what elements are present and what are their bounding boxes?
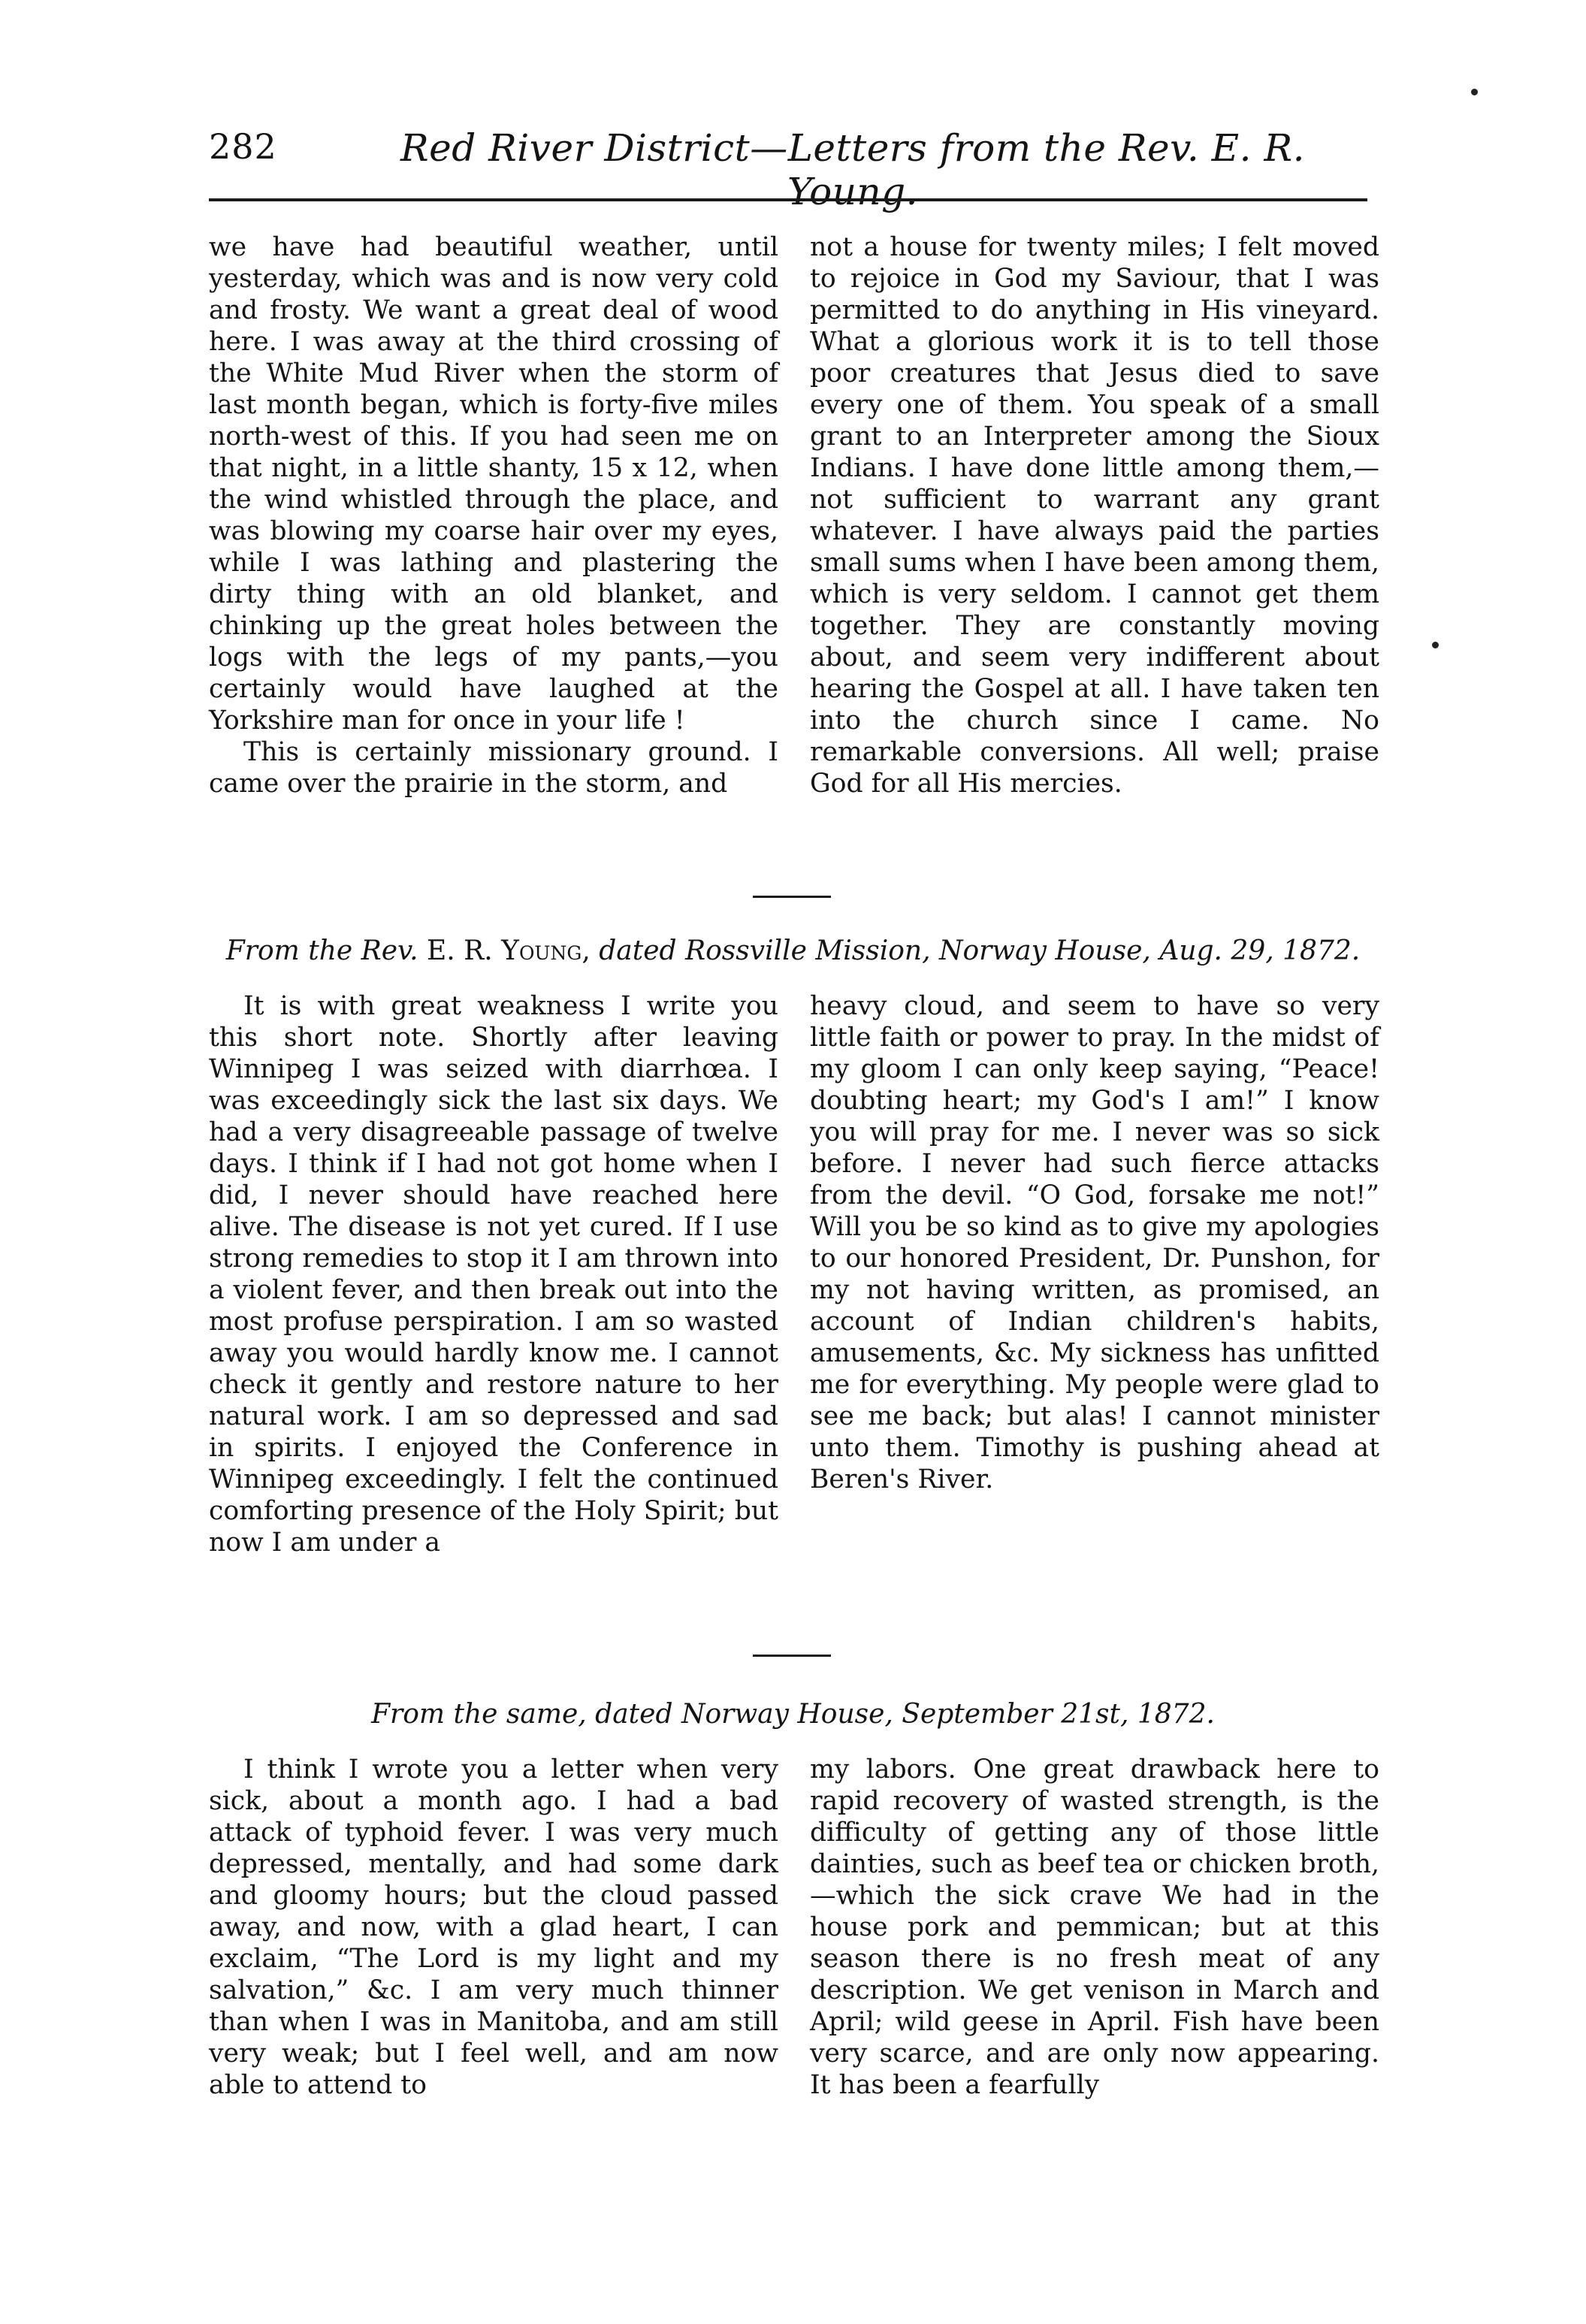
dateline-prefix: From the Rev. bbox=[225, 935, 418, 966]
scan-speck bbox=[1471, 89, 1478, 95]
dateline-name: E. R. Young, bbox=[427, 935, 591, 966]
letter-dateline: From the same, dated Norway House, September 21st, 1872. bbox=[371, 1699, 1215, 1730]
section1-left-column bbox=[209, 231, 778, 799]
header-rule bbox=[209, 198, 1367, 201]
section3-right-column bbox=[810, 1754, 1379, 2101]
section2-left-column bbox=[209, 990, 778, 1558]
section1-right-column bbox=[810, 231, 1379, 799]
paragraph: we have had beautiful weather, until yesterday, which was and is now very cold and frosty. We want a great deal of wood here. I was away at the third crossing of the White Mud River when the storm of last month began, which is forty-five miles north-west of this. If you had seen me on that night, in a little shanty, 15 x 12, when the wind whistled through the place, and was blowing my coarse hair over my eyes, while I was lathing and plastering the dirty thing with an old blanket, and chinking up the great holes between the logs with the legs of my pants,—you certainly would have laughed at the Yorkshire man for once in your life ! bbox=[209, 232, 778, 736]
section3-left-column bbox=[209, 1754, 778, 2101]
paragraph: This is certainly missionary ground. I came over the prairie in the storm, and bbox=[209, 737, 778, 799]
paragraph: I think I wrote you a letter when very sick, about a month ago. I had a bad attack of typhoid fever. I was very much depressed, mentally, and had some dark and gloomy hours; but the cloud passed away, and now, with a glad heart, I can exclaim, “The Lord is my light and my salvation,” &c. I am very much thinner than when I was in Manitoba, and am still very weak; but I feel well, and am now able to attend to bbox=[209, 1754, 778, 2100]
dateline-suffix: dated Rossville Mission, Norway House, Aug. 29, 1872. bbox=[599, 935, 1361, 966]
paragraph: my labors. One great drawback here to rapid recovery of wasted strength, is the difficulty of getting any of those little dainties, such as beef tea or chicken broth,—which the sick crave We had in the house pork and pemmican; but at this season there is no fresh meat of any description. We get venison in March and April; wild geese in April. Fish have been very scarce, and are only now appearing. It has been a fearfully bbox=[810, 1754, 1379, 2100]
paragraph: heavy cloud, and seem to have so very little faith or power to pray. In the midst of my gloom I can only keep saying, “Peace! doubting heart; my God's I am!” I know you will pray for me. I never was so sick before. I never had such fierce attacks from the devil. “O God, forsake me not!” Will you be so kind as to give my apologies to our honored President, Dr. Punshon, for my not having written, as promised, an account of Indian children's habits, amusements, &c. My sickness has unfitted me for everything. My people were glad to see me back; but alas! I cannot minister unto them. Timothy is pushing ahead at Beren's River. bbox=[810, 991, 1379, 1494]
letter-dateline bbox=[209, 935, 1377, 968]
paragraph: It is with great weakness I write you this short note. Shortly after leaving Winnipeg I was seized with diarrhœa. I was exceedingly sick the last six days. We had a very disagreeable passage of twelve days. I think if I had not got home when I did, I never should have reached here alive. The disease is not yet cured. If I use strong remedies to stop it I am thrown into a violent fever, and then break out into the most profuse perspiration. I am so wasted away you would hardly know me. I cannot check it gently and restore nature to her natural work. I am so depressed and sad in spirits. I enjoyed the Conference in Winnipeg exceedingly. I felt the continued comforting presence of the Holy Spirit; but now I am under a bbox=[209, 991, 778, 1558]
page-number: 282 bbox=[209, 126, 277, 167]
scan-speck bbox=[1432, 642, 1439, 648]
section2-right-column bbox=[810, 990, 1379, 1495]
section-divider bbox=[753, 896, 831, 898]
paragraph: not a house for twenty miles; I felt moved to rejoice in God my Saviour, that I was permitted to do anything in His vineyard. What a glorious work it is to tell those poor creatures that Jesus died to save every one of them. You speak of a small grant to an Interpreter among the Sioux Indians. I have done little among them,—not sufficient to warrant any grant whatever. I have always paid the parties small sums when I have been among them, which is very seldom. I cannot get them together. They are constantly moving about, and seem very indifferent about hearing the Gospel at all. I have taken ten into the church since I came. No remarkable conversions. All well; praise God for all His mercies. bbox=[810, 232, 1379, 799]
page-header bbox=[209, 126, 1367, 213]
running-title: Red River District—Letters from the Rev. E. R. Young. bbox=[400, 126, 1305, 213]
section-divider bbox=[753, 1655, 831, 1657]
